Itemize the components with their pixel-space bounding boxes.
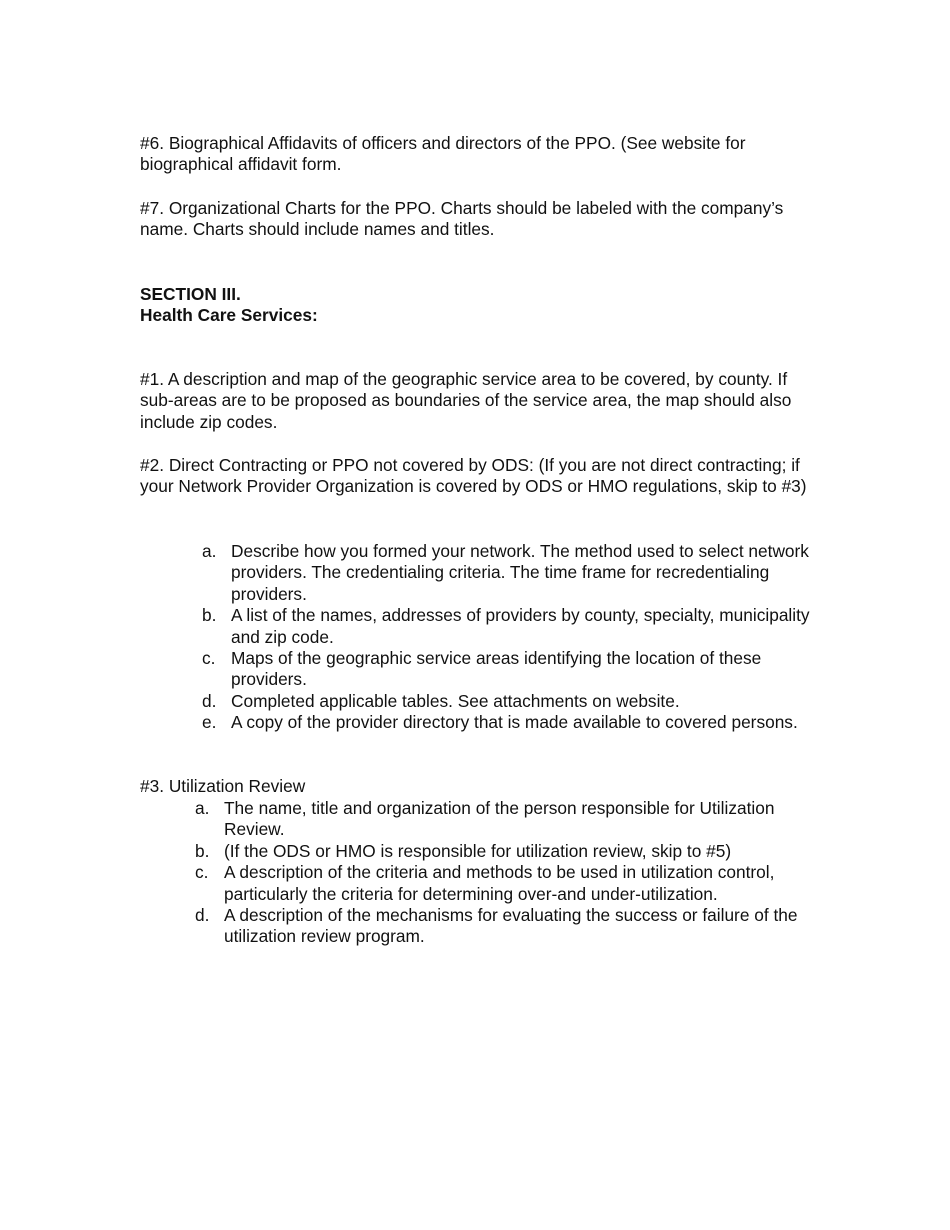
section-number: SECTION III. — [140, 284, 241, 304]
item-2-direct-contracting: #2. Direct Contracting or PPO not covered by ODS: (If you are not direct contracting; if your Network Provider Organization is covered by ODS or HMO regulations, skip to #3) — [140, 455, 807, 497]
list-item — [195, 862, 804, 905]
item-1-service-area: #1. A description and map of the geographic service area to be covered, by county. If sub-areas are to be proposed as boundaries of the service area, the map should also include zip codes. — [140, 369, 792, 432]
list-item-text: Completed applicable tables. See attachments on website. — [231, 690, 680, 711]
list-marker: e. — [202, 712, 217, 733]
list-item — [202, 648, 811, 691]
item-3-utilization-review: #3. Utilization Review — [140, 776, 306, 796]
list-item — [202, 605, 811, 648]
list-marker: c. — [202, 648, 216, 669]
list-item — [202, 541, 811, 605]
list-item — [195, 905, 804, 948]
list-item — [202, 712, 811, 733]
direct-contracting-list — [202, 541, 811, 734]
list-item-text: The name, title and organization of the person responsible for Utilization Review. — [224, 798, 775, 840]
list-item-text: A description of the criteria and methods to be used in utilization control, particularly the criteria for determining over-and under-utilization. — [224, 862, 775, 904]
utilization-review-list — [195, 798, 804, 948]
list-item — [202, 690, 811, 712]
item-6-biographical-affidavits: #6. Biographical Affidavits of officers and directors of the PPO. (See website for biographical affidavit form. — [140, 133, 746, 175]
item-7-organizational-charts: #7. Organizational Charts for the PPO. Charts should be labeled with the company’s name. Charts should include names and titles. — [140, 198, 784, 240]
list-marker: a. — [195, 798, 210, 818]
list-item-text: A description of the mechanisms for evaluating the success or failure of the utilization review program. — [224, 905, 798, 947]
list-item — [195, 840, 804, 862]
list-item-text: (If the ODS or HMO is responsible for utilization review, skip to #5) — [224, 840, 732, 861]
list-item-text: A list of the names, addresses of providers by county, specialty, municipality and zip code. — [231, 605, 810, 647]
list-item — [195, 798, 804, 841]
list-marker: b. — [202, 605, 217, 626]
list-item-text: A copy of the provider directory that is made available to covered persons. — [231, 712, 798, 733]
list-marker: b. — [195, 840, 210, 861]
section-title: Health Care Services: — [140, 305, 318, 325]
list-marker: d. — [202, 690, 217, 711]
list-marker: a. — [202, 541, 217, 561]
list-marker: d. — [195, 905, 210, 926]
list-item-text: Describe how you formed your network. The method used to select network providers. The credentialing criteria. The time frame for recredentialing providers. — [231, 541, 809, 604]
list-marker: c. — [195, 862, 209, 883]
list-item-text: Maps of the geographic service areas identifying the location of these providers. — [231, 648, 762, 690]
